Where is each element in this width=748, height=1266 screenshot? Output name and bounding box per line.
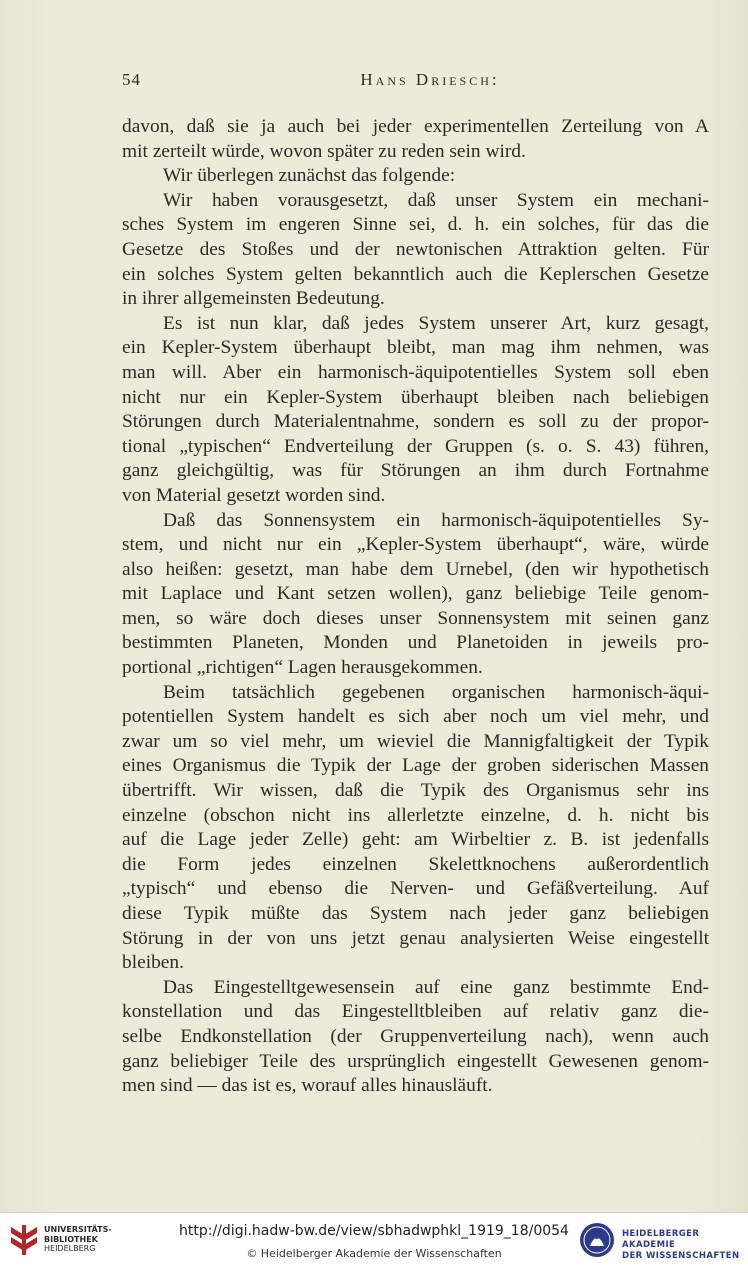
- text-line: men sind — das ist es, worauf alles hinausläuft.: [122, 1075, 493, 1097]
- page-number: 54: [122, 70, 141, 89]
- text-line: sches System im engeren Sinne sei, d. h. ein solches, für das die: [122, 214, 709, 236]
- text-line: auf die Lage jeder Zelle) geht: am Wirbeltier z. B. ist jedenfalls: [122, 829, 709, 851]
- text-line: also heißen: gesetzt, man habe dem Urnebel, (den wir hypothetisch: [122, 558, 709, 580]
- copyright-notice: © Heidelberger Akademie der Wissenschaften: [246, 1247, 502, 1260]
- text-line: stem, und nicht nur ein „Kepler-System überhaupt“, wäre, würde: [122, 534, 709, 556]
- text-line: davon, daß sie ja auch bei jeder experimentellen Zerteilung von A: [122, 116, 709, 137]
- page-header: [122, 70, 708, 94]
- text-line: einzelne (obschon nicht ins allerletzte einzelne, d. h. nicht bis: [122, 804, 709, 826]
- text-line: „typisch“ und ebenso die Nerven- und Gefäßverteilung. Auf: [122, 878, 709, 900]
- body-text: [122, 115, 709, 1099]
- text-line: konstellation und das Eingestelltbleiben auf relativ ganz die-: [122, 1001, 709, 1023]
- academy-name-line: DER WISSENSCHAFTEN: [622, 1251, 740, 1261]
- text-line: nicht nur ein Kepler-System überhaupt bleiben nach beliebigen: [122, 386, 709, 408]
- text-line: selbe Endkonstellation (der Gruppenverteilung nach), wenn auch: [122, 1025, 709, 1047]
- text-line: potentiellen System handelt es sich aber noch um viel mehr, und: [122, 706, 709, 728]
- text-line: Das Eingestelltgewesensein auf eine ganz bestimmte End-: [163, 976, 709, 998]
- text-line: men, so wäre doch dieses unser Sonnensystem mit seinen ganz: [122, 607, 709, 629]
- text-line: ganz beliebiger Teile des ursprünglich eingestellt Gewesenen genom-: [122, 1050, 709, 1072]
- text-line: portional „richtigen“ Lagen herausgekommen.: [122, 657, 483, 679]
- text-line: Beim tatsächlich gegebenen organischen harmonisch-äqui-: [163, 681, 709, 703]
- text-line: von Material gesetzt worden sind.: [122, 484, 386, 506]
- text-line: ein Kepler-System überhaupt bleibt, man mag ihm nehmen, was: [122, 337, 709, 359]
- text-line: Wir überlegen zunächst das folgende:: [163, 165, 456, 187]
- text-line: mit Laplace und Kant setzen wollen), ganz beliebige Teile genom-: [122, 583, 709, 605]
- text-line: Gesetze des Stoßes und der newtonischen Attraktion gelten. Für: [122, 238, 709, 260]
- text-line: mit zerteilt würde, wovon später zu reden sein wird.: [122, 140, 526, 162]
- library-name-line: HEIDELBERG: [44, 1244, 96, 1253]
- text-line: Daß das Sonnensystem ein harmonisch-äquipotentielles Sy-: [163, 509, 709, 531]
- text-line: ganz gleichgültig, was für Störungen an ihm durch Fortnahme: [122, 460, 709, 482]
- text-line: Wir haben vorausgesetzt, daß unser System ein mechani-: [163, 189, 709, 211]
- text-line: Es ist nun klar, daß jedes System unserer Art, kurz gesagt,: [163, 312, 709, 334]
- text-line: man will. Aber ein harmonisch-äquipotentielles System soll eben: [122, 361, 709, 383]
- text-line: zwar um so viel mehr, um wieviel die Mannigfaltigkeit der Typik: [122, 730, 709, 752]
- academy-name: [622, 1229, 748, 1262]
- viewer-footer: [0, 1212, 748, 1266]
- document-url-link[interactable]: http://digi.hadw-bw.de/view/sbhadwphkl_1919_18/0054: [179, 1223, 569, 1239]
- text-line: bestimmten Planeten, Monden und Planetoiden in jeweils pro-: [122, 632, 709, 654]
- text-line: tional „typischen“ Endverteilung der Gruppen (s. o. S. 43) führen,: [122, 435, 709, 457]
- text-line: in ihrer allgemeinsten Bedeutung.: [122, 288, 385, 310]
- text-line: übertrifft. Wir wissen, daß die Typik des Organismus sehr ins: [122, 780, 709, 802]
- library-name-line: BIBLIOTHEK: [44, 1234, 98, 1244]
- text-line: Störungen durch Materialentnahme, sondern es soll zu der propor-: [122, 411, 709, 433]
- text-line: ein solches System gelten bekanntlich auch die Keplerschen Gesetze: [122, 263, 709, 285]
- text-line: bleiben.: [122, 952, 184, 974]
- academy-name-line: HEIDELBERGER AKADEMIE: [622, 1229, 700, 1250]
- library-name-line: UNIVERSITÄTS-: [44, 1225, 112, 1234]
- text-line: diese Typik müßte das System nach jeder ganz beliebigen: [122, 903, 709, 924]
- text-line: eines Organismus die Typik der Lage der groben siderischen Massen: [122, 755, 709, 777]
- text-line: die Form jedes einzelnen Skelettknochens außerordentlich: [122, 853, 709, 875]
- text-line: Störung in der von uns jetzt genau analysierten Weise eingestellt: [122, 927, 709, 949]
- academy-seal-icon: [578, 1221, 616, 1259]
- running-title: Hans Driesch:: [360, 70, 500, 89]
